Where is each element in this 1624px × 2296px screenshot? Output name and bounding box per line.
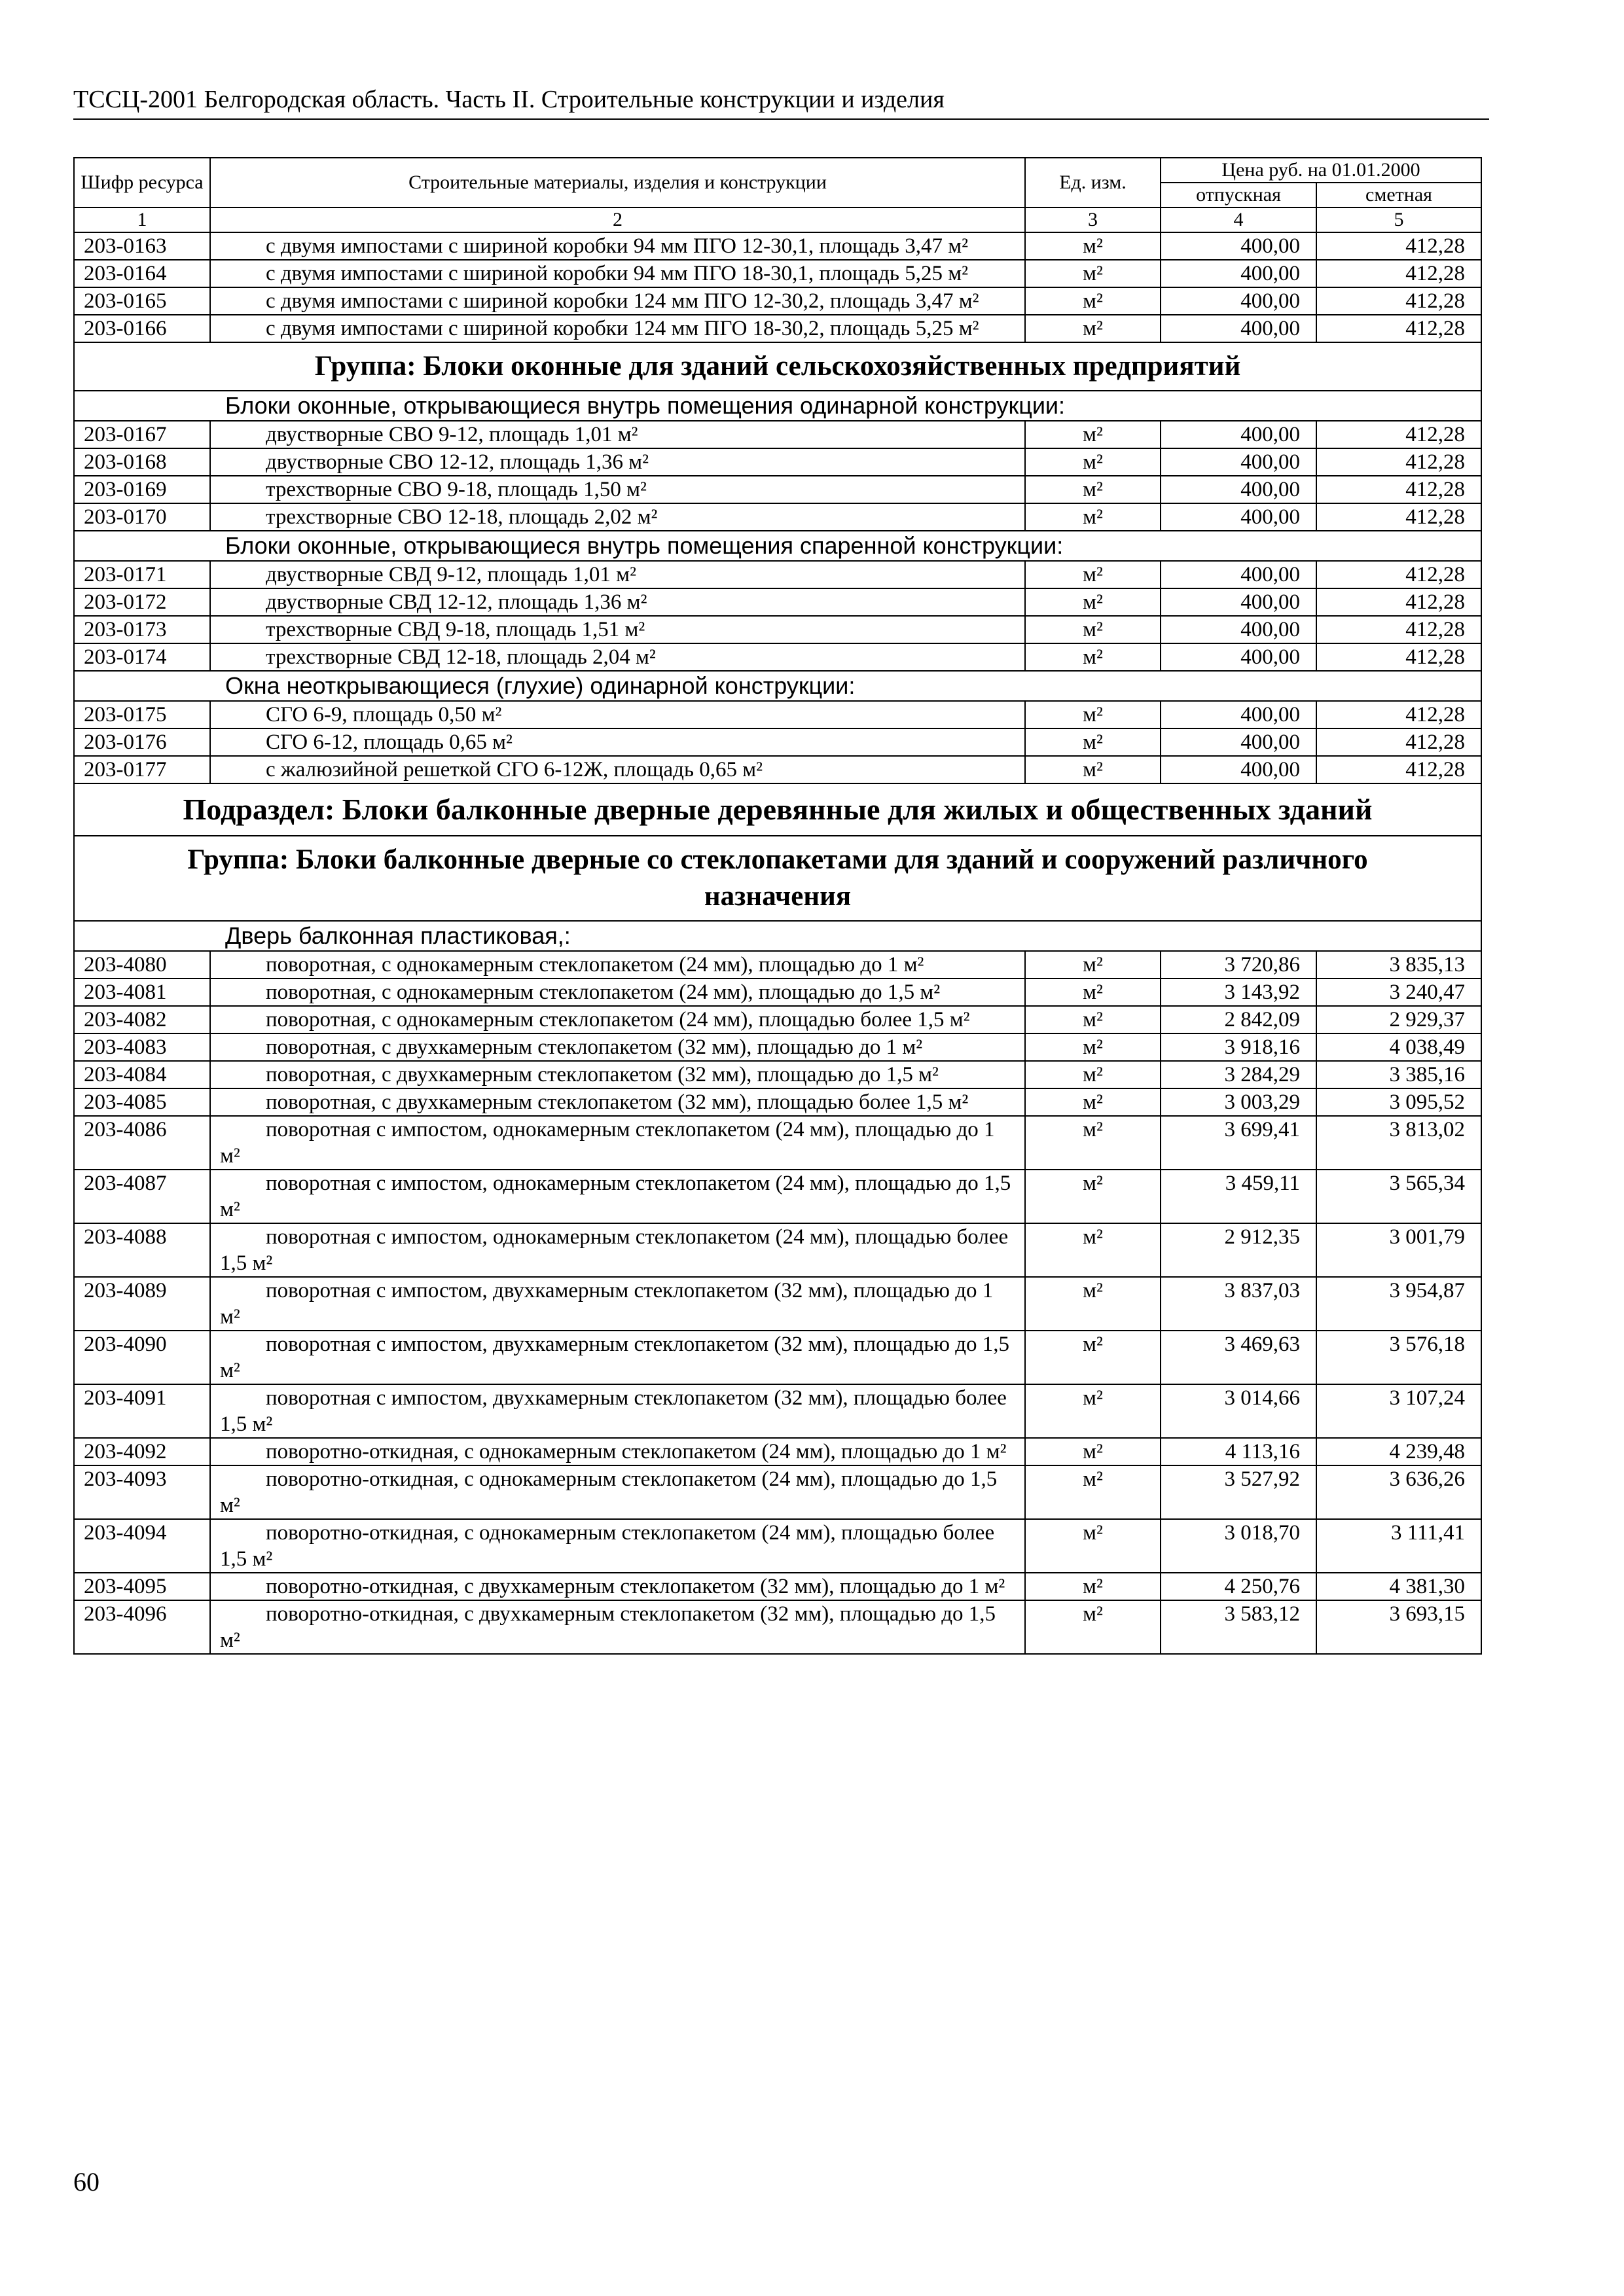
release-price: 400,00	[1161, 643, 1316, 671]
resource-code: 203-4084	[74, 1061, 210, 1088]
material-name-text: двустворные СВО 12-12, площадь 1,36 м²	[266, 450, 649, 474]
table-row	[74, 1170, 1481, 1223]
resource-code: 203-0171	[74, 561, 210, 588]
material-name	[210, 1519, 1025, 1573]
unit-cell: м²	[1025, 1600, 1161, 1654]
resource-code: 203-4087	[74, 1170, 210, 1223]
release-price: 3 469,63	[1161, 1331, 1316, 1384]
price-table	[73, 157, 1482, 1655]
material-name	[210, 1331, 1025, 1384]
table-row	[74, 1277, 1481, 1331]
unit-cell: м²	[1025, 503, 1161, 531]
table-row	[74, 1223, 1481, 1277]
column-number: 2	[210, 207, 1025, 232]
material-name-text: с двумя импостами с шириной коробки 94 мм ПГО 12-30,1, площадь 3,47 м²	[266, 234, 968, 258]
table-row	[74, 1331, 1481, 1384]
column-header-code: Шифр ресурса	[74, 158, 210, 207]
release-price: 400,00	[1161, 728, 1316, 756]
estimate-price: 3 240,47	[1316, 978, 1481, 1006]
release-price: 3 014,66	[1161, 1384, 1316, 1438]
material-name-text: с двумя импостами с шириной коробки 94 мм ПГО 18-30,1, площадь 5,25 м²	[266, 262, 968, 285]
unit-cell: м²	[1025, 1033, 1161, 1061]
material-name-text: СГО 6-9, площадь 0,50 м²	[266, 703, 502, 726]
material-name	[210, 1600, 1025, 1654]
material-name-text: поворотно-откидная, с двухкамерным стеклопакетом (32 мм), площадью до 1 м²	[266, 1575, 1005, 1598]
resource-code: 203-4094	[74, 1519, 210, 1573]
unit-cell: м²	[1025, 232, 1161, 260]
estimate-price: 3 636,26	[1316, 1465, 1481, 1519]
subgroup-heading-row	[74, 671, 1481, 701]
resource-code: 203-4088	[74, 1223, 210, 1277]
release-price: 400,00	[1161, 701, 1316, 728]
release-price: 400,00	[1161, 448, 1316, 476]
resource-code: 203-0165	[74, 287, 210, 315]
table-row	[74, 756, 1481, 783]
table-row	[74, 588, 1481, 616]
column-header-unit: Ед. изм.	[1025, 158, 1161, 207]
material-name-text: поворотная, с однокамерным стеклопакетом (24 мм), площадью до 1,5 м²	[266, 980, 941, 1004]
unit-cell: м²	[1025, 315, 1161, 342]
column-number: 4	[1161, 207, 1316, 232]
estimate-price: 412,28	[1316, 476, 1481, 503]
release-price: 400,00	[1161, 561, 1316, 588]
subgroup-heading-row	[74, 921, 1481, 951]
group-heading: Группа: Блоки оконные для зданий сельскохозяйственных предприятий	[74, 342, 1481, 391]
material-name-text: СГО 6-12, площадь 0,65 м²	[266, 730, 513, 754]
release-price: 400,00	[1161, 287, 1316, 315]
unit-cell: м²	[1025, 1438, 1161, 1465]
release-price: 3 284,29	[1161, 1061, 1316, 1088]
resource-code: 203-0174	[74, 643, 210, 671]
material-name	[210, 1116, 1025, 1170]
resource-code: 203-4095	[74, 1573, 210, 1600]
column-number: 5	[1316, 207, 1481, 232]
release-price: 4 113,16	[1161, 1438, 1316, 1465]
material-name	[210, 1438, 1025, 1465]
material-name-text: поворотная, с двухкамерным стеклопакетом (32 мм), площадью до 1 м²	[266, 1035, 923, 1059]
table-row	[74, 643, 1481, 671]
unit-cell: м²	[1025, 588, 1161, 616]
material-name	[210, 978, 1025, 1006]
unit-cell: м²	[1025, 476, 1161, 503]
resource-code: 203-0168	[74, 448, 210, 476]
material-name-text: поворотно-откидная, с однокамерным стеклопакетом (24 мм), площадью до 1,5 м²	[220, 1467, 998, 1517]
table-body	[74, 232, 1481, 1654]
table-row	[74, 1519, 1481, 1573]
unit-cell: м²	[1025, 1331, 1161, 1384]
material-name-text: поворотная, с двухкамерным стеклопакетом (32 мм), площадью более 1,5 м²	[266, 1090, 969, 1114]
unit-cell: м²	[1025, 287, 1161, 315]
resource-code: 203-4089	[74, 1277, 210, 1331]
resource-code: 203-4081	[74, 978, 210, 1006]
material-name	[210, 1573, 1025, 1600]
column-header-name: Строительные материалы, изделия и конструкции	[210, 158, 1025, 207]
table-row	[74, 476, 1481, 503]
table-row	[74, 951, 1481, 978]
unit-cell: м²	[1025, 421, 1161, 448]
subgroup-heading-row	[74, 391, 1481, 421]
resource-code: 203-0164	[74, 260, 210, 287]
column-header-release-price: отпускная	[1161, 183, 1316, 207]
estimate-price: 412,28	[1316, 616, 1481, 643]
material-name	[210, 448, 1025, 476]
material-name	[210, 951, 1025, 978]
estimate-price: 3 954,87	[1316, 1277, 1481, 1331]
resource-code: 203-0170	[74, 503, 210, 531]
material-name-text: поворотная, с двухкамерным стеклопакетом (32 мм), площадью до 1,5 м²	[266, 1063, 939, 1086]
release-price: 3 918,16	[1161, 1033, 1316, 1061]
unit-cell: м²	[1025, 1384, 1161, 1438]
table-row	[74, 616, 1481, 643]
estimate-price: 412,28	[1316, 260, 1481, 287]
subgroup-heading-row	[74, 531, 1481, 561]
unit-cell: м²	[1025, 701, 1161, 728]
table-row	[74, 287, 1481, 315]
resource-code: 203-4080	[74, 951, 210, 978]
table-row	[74, 1006, 1481, 1033]
material-name	[210, 1384, 1025, 1438]
material-name	[210, 756, 1025, 783]
release-price: 3 143,92	[1161, 978, 1316, 1006]
material-name-text: поворотно-откидная, с однокамерным стеклопакетом (24 мм), площадью более 1,5 м²	[220, 1521, 995, 1571]
resource-code: 203-4096	[74, 1600, 210, 1654]
material-name	[210, 1170, 1025, 1223]
release-price: 400,00	[1161, 756, 1316, 783]
release-price: 2 912,35	[1161, 1223, 1316, 1277]
resource-code: 203-0169	[74, 476, 210, 503]
unit-cell: м²	[1025, 643, 1161, 671]
table-row	[74, 315, 1481, 342]
material-name	[210, 1223, 1025, 1277]
resource-code: 203-4086	[74, 1116, 210, 1170]
estimate-price: 3 565,34	[1316, 1170, 1481, 1223]
release-price: 3 837,03	[1161, 1277, 1316, 1331]
unit-cell: м²	[1025, 1088, 1161, 1116]
material-name	[210, 728, 1025, 756]
group-heading-row	[74, 342, 1481, 391]
unit-cell: м²	[1025, 1277, 1161, 1331]
estimate-price: 412,28	[1316, 701, 1481, 728]
header-rule	[73, 118, 1489, 120]
unit-cell: м²	[1025, 1170, 1161, 1223]
table-row	[74, 448, 1481, 476]
unit-cell: м²	[1025, 1116, 1161, 1170]
material-name	[210, 1277, 1025, 1331]
table-row	[74, 1033, 1481, 1061]
subgroup-heading: Окна неоткрывающиеся (глухие) одинарной конструкции:	[74, 671, 1481, 701]
section-heading-row	[74, 783, 1481, 836]
estimate-price: 412,28	[1316, 588, 1481, 616]
subgroup-heading: Дверь балконная пластиковая,:	[74, 921, 1481, 951]
material-name-text: поворотная с импостом, однокамерным стеклопакетом (24 мм), площадью до 1,5 м²	[220, 1172, 1011, 1221]
resource-code: 203-0167	[74, 421, 210, 448]
resource-code: 203-4092	[74, 1438, 210, 1465]
release-price: 400,00	[1161, 476, 1316, 503]
material-name-text: поворотно-откидная, с двухкамерным стеклопакетом (32 мм), площадью до 1,5 м²	[220, 1602, 996, 1652]
table-row	[74, 701, 1481, 728]
estimate-price: 412,28	[1316, 643, 1481, 671]
column-number: 3	[1025, 207, 1161, 232]
estimate-price: 3 107,24	[1316, 1384, 1481, 1438]
unit-cell: м²	[1025, 1061, 1161, 1088]
column-header-price: Цена руб. на 01.01.2000	[1161, 158, 1481, 183]
unit-cell: м²	[1025, 561, 1161, 588]
subgroup-heading: Блоки оконные, открывающиеся внутрь помещения одинарной конструкции:	[74, 391, 1481, 421]
table-row	[74, 232, 1481, 260]
resource-code: 203-4090	[74, 1331, 210, 1384]
release-price: 3 699,41	[1161, 1116, 1316, 1170]
resource-code: 203-0163	[74, 232, 210, 260]
material-name	[210, 1465, 1025, 1519]
unit-cell: м²	[1025, 1006, 1161, 1033]
release-price: 400,00	[1161, 616, 1316, 643]
material-name-text: с двумя импостами с шириной коробки 124 мм ПГО 12-30,2, площадь 3,47 м²	[266, 289, 979, 313]
resource-code: 203-4091	[74, 1384, 210, 1438]
material-name-text: трехстворные СВО 12-18, площадь 2,02 м²	[266, 505, 658, 529]
resource-code: 203-0176	[74, 728, 210, 756]
group-heading-row	[74, 836, 1481, 921]
material-name	[210, 232, 1025, 260]
release-price: 4 250,76	[1161, 1573, 1316, 1600]
table-row	[74, 1088, 1481, 1116]
material-name-text: поворотная, с однокамерным стеклопакетом (24 мм), площадью более 1,5 м²	[266, 1008, 970, 1031]
material-name-text: двустворные СВД 9-12, площадь 1,01 м²	[266, 563, 636, 586]
resource-code: 203-0173	[74, 616, 210, 643]
table-row	[74, 1600, 1481, 1654]
release-price: 3 003,29	[1161, 1088, 1316, 1116]
table-row	[74, 503, 1481, 531]
material-name-text: поворотно-откидная, с однокамерным стеклопакетом (24 мм), площадью до 1 м²	[266, 1440, 1007, 1463]
material-name-text: поворотная с импостом, двухкамерным стеклопакетом (32 мм), площадью более 1,5 м²	[220, 1386, 1007, 1436]
material-name-text: поворотная с импостом, двухкамерным стеклопакетом (32 мм), площадью до 1 м²	[220, 1279, 994, 1329]
running-header: ТССЦ-2001 Белгородская область. Часть II. Строительные конструкции и изделия	[73, 86, 945, 113]
release-price: 2 842,09	[1161, 1006, 1316, 1033]
material-name	[210, 476, 1025, 503]
release-price: 400,00	[1161, 232, 1316, 260]
table-row	[74, 1438, 1481, 1465]
material-name-text: поворотная с импостом, двухкамерным стеклопакетом (32 мм), площадью до 1,5 м²	[220, 1333, 1010, 1382]
material-name	[210, 421, 1025, 448]
table-row	[74, 1573, 1481, 1600]
material-name	[210, 315, 1025, 342]
material-name-text: двустворные СВО 9-12, площадь 1,01 м²	[266, 423, 638, 446]
table-row	[74, 1061, 1481, 1088]
column-header-estimate-price: сметная	[1316, 183, 1481, 207]
resource-code: 203-0175	[74, 701, 210, 728]
resource-code: 203-4082	[74, 1006, 210, 1033]
estimate-price: 3 095,52	[1316, 1088, 1481, 1116]
material-name-text: поворотная, с однокамерным стеклопакетом (24 мм), площадью до 1 м²	[266, 953, 924, 977]
estimate-price: 3 813,02	[1316, 1116, 1481, 1170]
release-price: 400,00	[1161, 588, 1316, 616]
estimate-price: 412,28	[1316, 448, 1481, 476]
estimate-price: 412,28	[1316, 503, 1481, 531]
column-number: 1	[74, 207, 210, 232]
material-name	[210, 1006, 1025, 1033]
material-name-text: поворотная с импостом, однокамерным стеклопакетом (24 мм), площадью до 1 м²	[220, 1118, 995, 1168]
material-name	[210, 260, 1025, 287]
unit-cell: м²	[1025, 728, 1161, 756]
material-name	[210, 616, 1025, 643]
estimate-price: 4 239,48	[1316, 1438, 1481, 1465]
release-price: 3 018,70	[1161, 1519, 1316, 1573]
estimate-price: 412,28	[1316, 421, 1481, 448]
material-name	[210, 503, 1025, 531]
release-price: 3 583,12	[1161, 1600, 1316, 1654]
material-name	[210, 1088, 1025, 1116]
group-heading: Группа: Блоки балконные дверные со стеклопакетами для зданий и сооружений различного назначения	[74, 836, 1481, 921]
release-price: 400,00	[1161, 260, 1316, 287]
table-row	[74, 561, 1481, 588]
estimate-price: 412,28	[1316, 315, 1481, 342]
material-name	[210, 643, 1025, 671]
material-name	[210, 1061, 1025, 1088]
table-row	[74, 421, 1481, 448]
release-price: 400,00	[1161, 421, 1316, 448]
material-name	[210, 1033, 1025, 1061]
estimate-price: 412,28	[1316, 287, 1481, 315]
table-row	[74, 1384, 1481, 1438]
estimate-price: 412,28	[1316, 561, 1481, 588]
resource-code: 203-0177	[74, 756, 210, 783]
estimate-price: 4 038,49	[1316, 1033, 1481, 1061]
resource-code: 203-4093	[74, 1465, 210, 1519]
material-name-text: поворотная с импостом, однокамерным стеклопакетом (24 мм), площадью более 1,5 м²	[220, 1225, 1009, 1275]
section-heading: Подраздел: Блоки балконные дверные деревянные для жилых и общественных зданий	[74, 783, 1481, 836]
table-row	[74, 260, 1481, 287]
estimate-price: 3 385,16	[1316, 1061, 1481, 1088]
unit-cell: м²	[1025, 616, 1161, 643]
release-price: 3 720,86	[1161, 951, 1316, 978]
unit-cell: м²	[1025, 1223, 1161, 1277]
subgroup-heading: Блоки оконные, открывающиеся внутрь помещения спаренной конструкции:	[74, 531, 1481, 561]
resource-code: 203-0172	[74, 588, 210, 616]
release-price: 3 527,92	[1161, 1465, 1316, 1519]
unit-cell: м²	[1025, 260, 1161, 287]
material-name-text: трехстворные СВД 9-18, площадь 1,51 м²	[266, 618, 645, 641]
material-name	[210, 561, 1025, 588]
estimate-price: 412,28	[1316, 756, 1481, 783]
material-name-text: с жалюзийной решеткой СГО 6-12Ж, площадь 0,65 м²	[266, 758, 763, 781]
page-number: 60	[73, 2167, 99, 2197]
estimate-price: 412,28	[1316, 728, 1481, 756]
table-row	[74, 978, 1481, 1006]
material-name-text: двустворные СВД 12-12, площадь 1,36 м²	[266, 590, 647, 614]
unit-cell: м²	[1025, 951, 1161, 978]
release-price: 3 459,11	[1161, 1170, 1316, 1223]
unit-cell: м²	[1025, 1573, 1161, 1600]
resource-code: 203-4083	[74, 1033, 210, 1061]
unit-cell: м²	[1025, 448, 1161, 476]
material-name-text: трехстворные СВО 9-18, площадь 1,50 м²	[266, 478, 647, 501]
estimate-price: 412,28	[1316, 232, 1481, 260]
release-price: 400,00	[1161, 315, 1316, 342]
unit-cell: м²	[1025, 1465, 1161, 1519]
table-row	[74, 1465, 1481, 1519]
estimate-price: 3 835,13	[1316, 951, 1481, 978]
material-name-text: с двумя импостами с шириной коробки 124 мм ПГО 18-30,2, площадь 5,25 м²	[266, 317, 979, 340]
resource-code: 203-4085	[74, 1088, 210, 1116]
estimate-price: 3 111,41	[1316, 1519, 1481, 1573]
estimate-price: 2 929,37	[1316, 1006, 1481, 1033]
unit-cell: м²	[1025, 978, 1161, 1006]
resource-code: 203-0166	[74, 315, 210, 342]
material-name	[210, 287, 1025, 315]
estimate-price: 3 693,15	[1316, 1600, 1481, 1654]
table-row	[74, 1116, 1481, 1170]
material-name-text: трехстворные СВД 12-18, площадь 2,04 м²	[266, 645, 656, 669]
material-name	[210, 701, 1025, 728]
release-price: 400,00	[1161, 503, 1316, 531]
material-name	[210, 588, 1025, 616]
unit-cell: м²	[1025, 756, 1161, 783]
table-row	[74, 728, 1481, 756]
estimate-price: 3 001,79	[1316, 1223, 1481, 1277]
estimate-price: 4 381,30	[1316, 1573, 1481, 1600]
estimate-price: 3 576,18	[1316, 1331, 1481, 1384]
unit-cell: м²	[1025, 1519, 1161, 1573]
